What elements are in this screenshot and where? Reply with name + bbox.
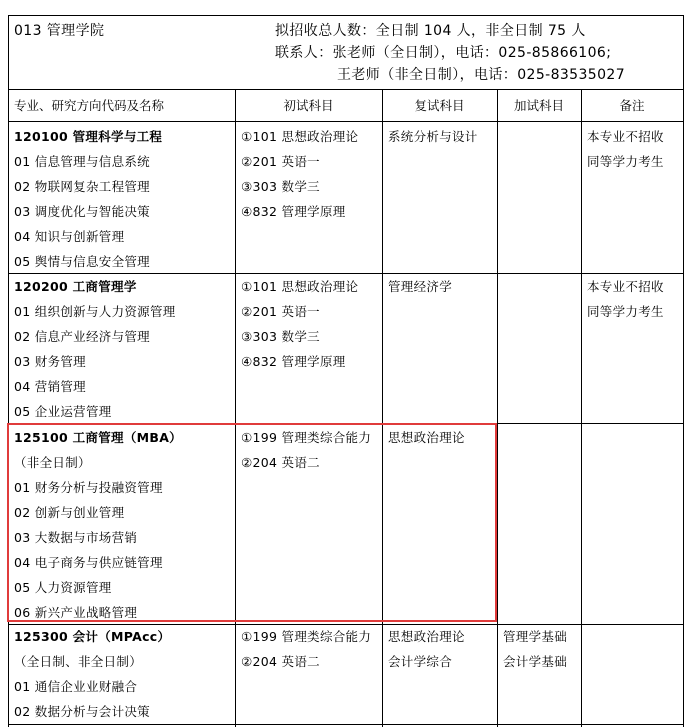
research-direction: 04 营销管理: [14, 379, 86, 394]
research-direction: 01 组织创新与人力资源管理: [14, 304, 176, 319]
initial-exam-subject: ②201 英语一: [241, 154, 320, 169]
research-direction: 02 信息产业经济与管理: [14, 329, 150, 344]
table-top-border: [8, 15, 683, 16]
retest-subject: 思想政治理论: [388, 629, 465, 644]
initial-exam-subject: ②201 英语一: [241, 304, 320, 319]
research-direction: 01 财务分析与投融资管理: [14, 480, 163, 495]
research-direction: 01 信息管理与信息系统: [14, 154, 150, 169]
college-name: 013 管理学院: [14, 23, 105, 39]
initial-exam-subject: ①101 思想政治理论: [241, 279, 359, 294]
research-direction: 05 舆情与信息安全管理: [14, 254, 150, 269]
colhead-major: 专业、研究方向代码及名称: [14, 98, 165, 113]
research-direction: 05 人力资源管理: [14, 580, 112, 595]
colhead-remark: 备注: [619, 98, 645, 113]
extra-exam-subject: 管理学基础: [503, 629, 568, 644]
initial-exam-subject: ③303 数学三: [241, 329, 320, 344]
initial-exam-subject: ④832 管理学原理: [241, 354, 346, 369]
major-subtitle: （非全日制）: [14, 455, 91, 470]
major-subtitle: （全日制、非全日制）: [14, 654, 143, 669]
major-title: 125300 会计（MPAcc）: [14, 629, 171, 644]
initial-exam-subject: ④832 管理学原理: [241, 204, 346, 219]
initial-exam-subject: ③303 数学三: [241, 179, 320, 194]
retest-subject: 管理经济学: [388, 279, 453, 294]
research-direction: 02 数据分析与会计决策: [14, 704, 150, 719]
major-title: 125100 工商管理（MBA）: [14, 430, 182, 445]
col-divider-4: [581, 89, 582, 727]
colhead-extra: 加试科目: [513, 98, 564, 113]
remark-text: 本专业不招收: [587, 279, 664, 294]
col-divider-1: [235, 89, 236, 727]
extra-exam-subject: 会计学基础: [503, 654, 568, 669]
initial-exam-subject: ①199 管理类综合能力: [241, 430, 372, 445]
retest-subject: 思想政治理论: [388, 430, 465, 445]
enrollment-total: 拟招收总人数：全日制 104 人，非全日制 75 人: [275, 23, 586, 39]
research-direction: 02 物联网复杂工程管理: [14, 179, 150, 194]
col-divider-2: [382, 89, 383, 727]
research-direction: 02 创新与创业管理: [14, 505, 125, 520]
retest-subject: 会计学综合: [388, 654, 453, 669]
major-title: 120200 工商管理学: [14, 279, 137, 294]
left-border: [8, 15, 9, 727]
colhead-initial: 初试科目: [283, 98, 334, 113]
research-direction: 01 通信企业业财融合: [14, 679, 138, 694]
initial-exam-subject: ①199 管理类综合能力: [241, 629, 372, 644]
research-direction: 04 知识与创新管理: [14, 229, 125, 244]
major-title: 120100 管理科学与工程: [14, 129, 163, 144]
research-direction: 03 财务管理: [14, 354, 86, 369]
research-direction: 03 调度优化与智能决策: [14, 204, 150, 219]
research-direction: 05 企业运营管理: [14, 404, 112, 419]
contact-parttime: 王老师（非全日制），电话：025-83535027: [337, 67, 626, 83]
initial-exam-subject: ①101 思想政治理论: [241, 129, 359, 144]
research-direction: 03 大数据与市场营销: [14, 530, 138, 545]
remark-text: 同等学力考生: [587, 304, 664, 319]
remark-text: 本专业不招收: [587, 129, 664, 144]
research-direction: 04 电子商务与供应链管理: [14, 555, 163, 570]
initial-exam-subject: ②204 英语二: [241, 654, 320, 669]
research-direction: 06 新兴产业战略管理: [14, 605, 138, 620]
right-border: [683, 15, 684, 727]
initial-exam-subject: ②204 英语二: [241, 455, 320, 470]
col-divider-3: [497, 89, 498, 727]
contact-fulltime: 联系人：张老师（全日制），电话：025-85866106;: [275, 45, 612, 61]
colhead-retest: 复试科目: [414, 98, 465, 113]
retest-subject: 系统分析与设计: [388, 129, 478, 144]
remark-text: 同等学力考生: [587, 154, 664, 169]
